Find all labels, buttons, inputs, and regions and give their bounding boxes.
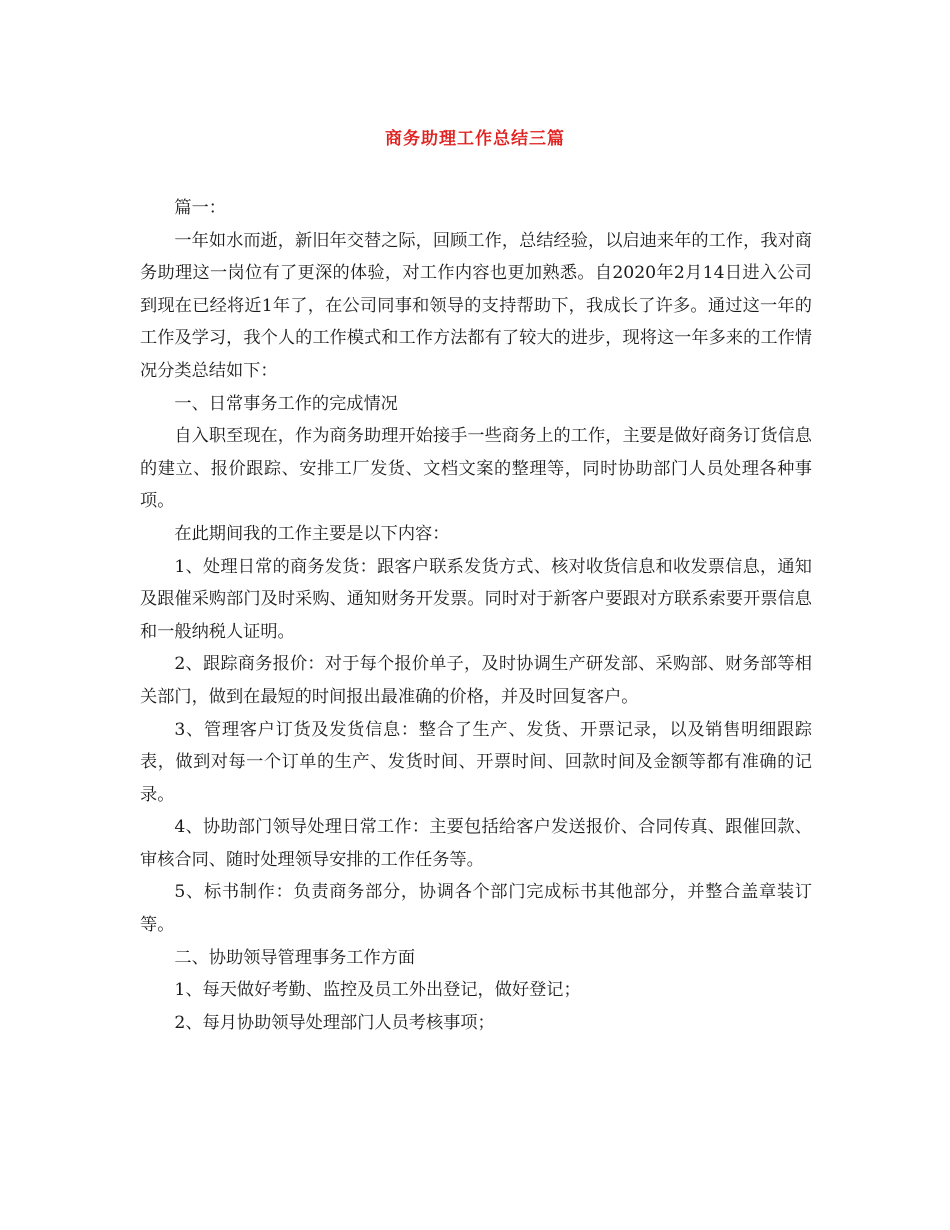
section-heading: 一、日常事务工作的完成情况 [174, 393, 398, 414]
body-paragraph: 在此期间我的工作主要是以下内容： [174, 523, 450, 544]
list-item: 1、每天做好考勤、监控及员工外出登记，做好登记； [174, 980, 581, 1001]
list-item: 1、处理日常的商务发货：跟客户联系发货方式、核对收货信息和收发票信息，通知及跟催采购部门及时采购、通知财务开发票。同时对于新客户要跟对方联系索要开票信息和一般纳税人证明。 [140, 556, 812, 642]
list-item: 3、管理客户订货及发货信息：整合了生产、发货、开票记录，以及销售明细跟踪表，做到对每一个订单的生产、发货时间、开票时间、回款时间及金额等都有准确的记录。 [140, 719, 812, 805]
list-item: 4、协助部门领导处理日常工作：主要包括给客户发送报价、合同传真、跟催回款、审核合同、随时处理领导安排的工作任务等。 [140, 817, 812, 870]
section-heading: 二、协助领导管理事务工作方面 [174, 947, 416, 968]
list-item: 5、标书制作：负责商务部分，协调各个部门完成标书其他部分，并整合盖章装订等。 [140, 882, 812, 936]
document-title: 商务助理工作总结三篇 [385, 129, 565, 149]
intro-paragraph: 一年如水而逝，新旧年交替之际，回顾工作，总结经验，以启迪来年的工作，我对商务助理这一岗位有了更深的体验，对工作内容也更加熟悉。自2020年2月14日进入公司到现在已经将近1年了，在公司同事和领导的支持帮助下，我成长了许多。通过这一年的工作及学习，我个人的工作模式和工作方法都有了较大的进步，现将这一年多来的工作情况分类总结如下： [140, 230, 812, 381]
list-item: 2、每月协助领导处理部门人员考核事项； [174, 1012, 495, 1033]
list-item: 2、跟踪商务报价：对于每个报价单子，及时协调生产研发部、采购部、财务部等相关部门，做到在最短的时间报出最准确的价格，并及时回复客户。 [140, 654, 812, 707]
document-body [140, 192, 812, 1039]
body-paragraph: 自入职至现在，作为商务助理开始接手一些商务上的工作，主要是做好商务订货信息的建立、报价跟踪、安排工厂发货、文档文案的整理等，同时协助部门人员处理各种事项。 [140, 426, 812, 512]
section-heading: 篇一： [174, 198, 226, 218]
